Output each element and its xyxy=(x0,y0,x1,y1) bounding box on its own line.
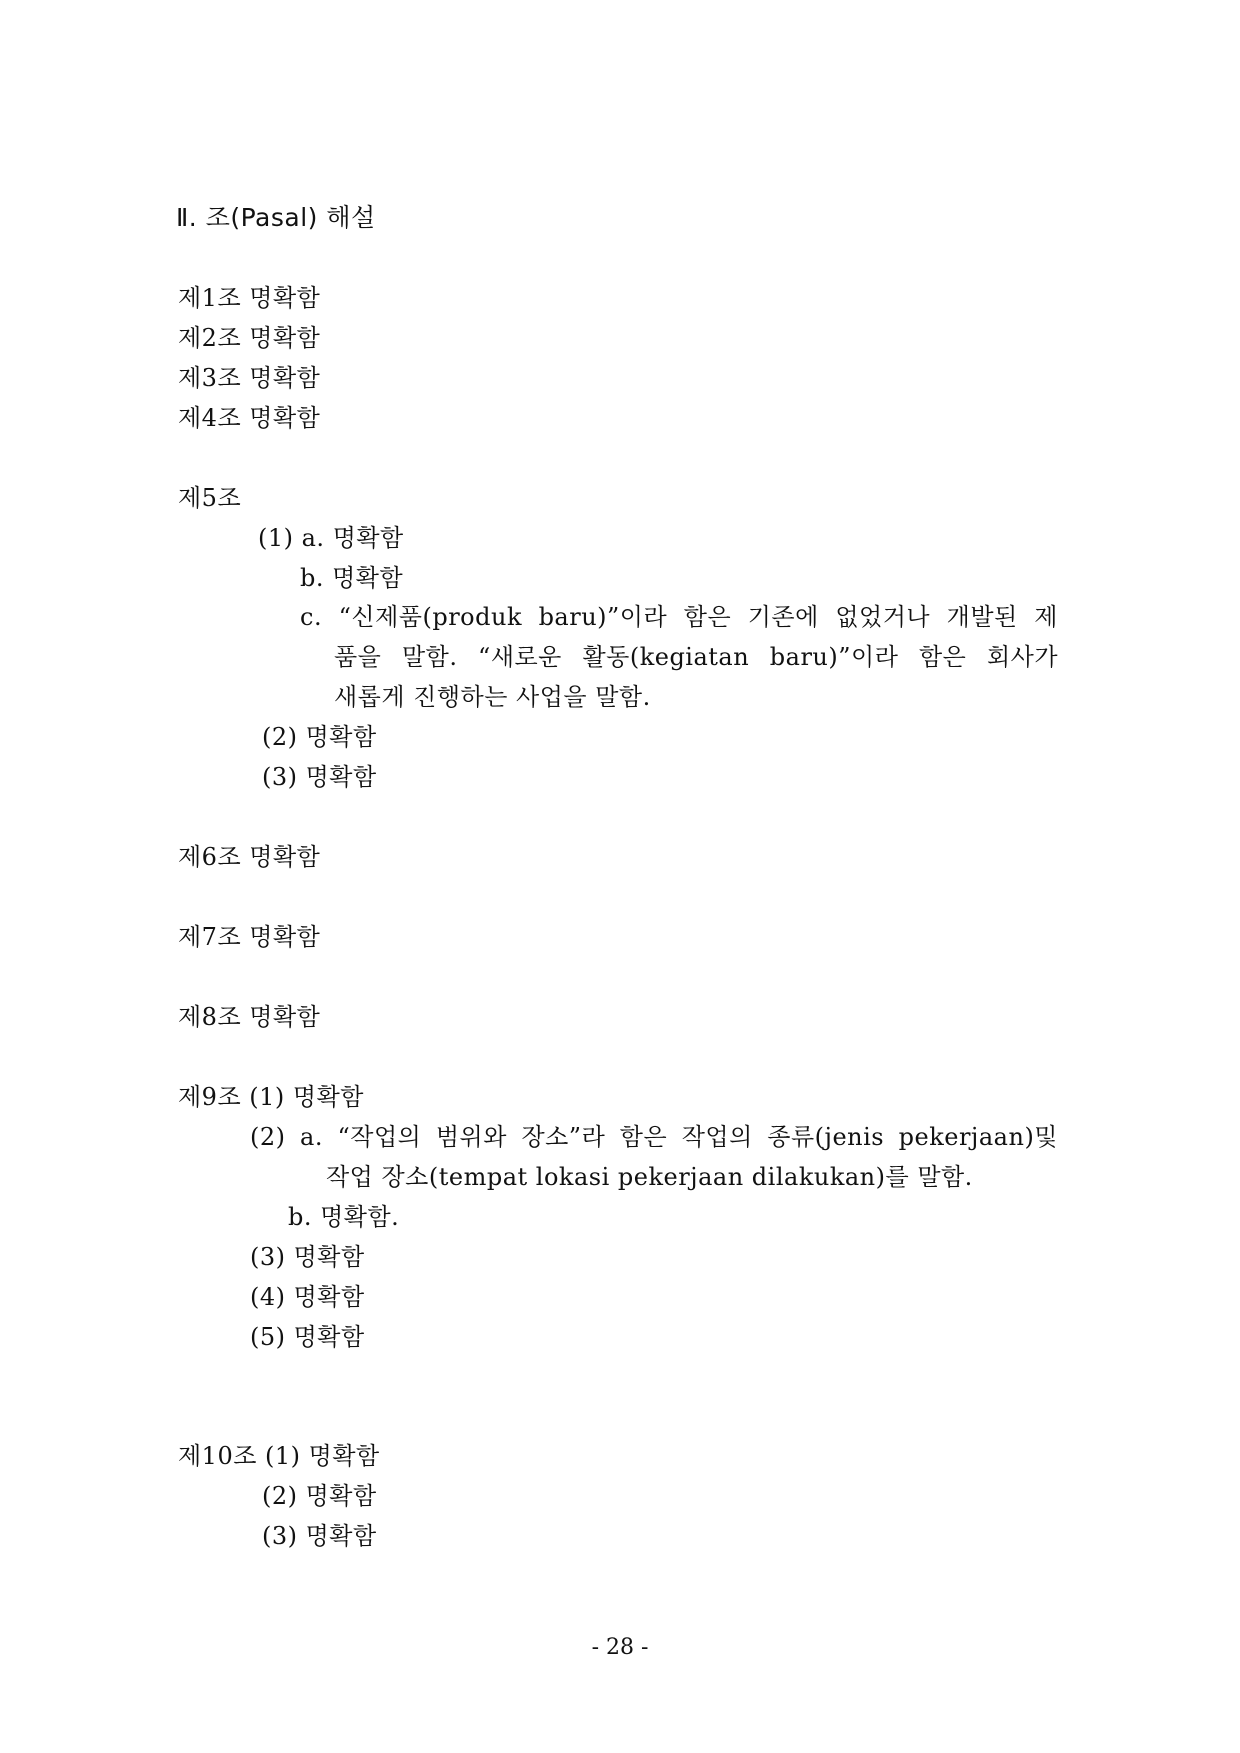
page-number: - 28 - xyxy=(591,1635,649,1660)
article-5-title: 제5조 xyxy=(178,484,242,512)
article-9-paragraph-2-b: b. 명확함. xyxy=(288,1203,400,1231)
article-9-paragraph-2-a-line-2: 작업 장소(tempat lokasi pekerjaan dilakukan)를 말함. xyxy=(326,1163,973,1191)
article-5-paragraph-2: (2) 명확함 xyxy=(262,723,377,751)
article-9-paragraph-2-a-line-1: (2) a. “작업의 범위와 장소”라 함은 작업의 종류(jenis pekerjaan)및 xyxy=(250,1123,1058,1151)
article-9-paragraph-5: (5) 명확함 xyxy=(250,1323,365,1351)
article-9-paragraph-4: (4) 명확함 xyxy=(250,1283,365,1311)
article-5-paragraph-1-b: b. 명확함 xyxy=(300,564,404,592)
article-10-paragraph-1: 제10조 (1) 명확함 xyxy=(178,1442,380,1470)
article-5-paragraph-1-c-line-3: 새롭게 진행하는 사업을 말함. xyxy=(334,683,651,711)
article-5-paragraph-3: (3) 명확함 xyxy=(262,763,377,791)
article-6: 제6조 명확함 xyxy=(178,843,321,871)
article-5-paragraph-1-c-line-1: c. “신제품(produk baru)”이라 함은 기존에 없었거나 개발된 제 xyxy=(300,603,1058,631)
article-8: 제8조 명확함 xyxy=(178,1003,321,1031)
article-2: 제2조 명확함 xyxy=(178,324,321,352)
article-10-paragraph-3: (3) 명확함 xyxy=(262,1522,377,1550)
article-3: 제3조 명확함 xyxy=(178,364,321,392)
article-9-paragraph-3: (3) 명확함 xyxy=(250,1243,365,1271)
article-10-paragraph-2: (2) 명확함 xyxy=(262,1482,377,1510)
section-heading: Ⅱ. 조(Pasal) 해설 xyxy=(176,203,376,232)
article-1: 제1조 명확함 xyxy=(178,284,321,312)
article-5-paragraph-1-c-line-2: 품을 말함. “새로운 활동(kegiatan baru)”이라 함은 회사가 xyxy=(334,643,1058,671)
article-5-paragraph-1-a: (1) a. 명확함 xyxy=(258,524,404,552)
article-7: 제7조 명확함 xyxy=(178,923,321,951)
article-4: 제4조 명확함 xyxy=(178,404,321,432)
article-9-paragraph-1: 제9조 (1) 명확함 xyxy=(178,1083,364,1111)
